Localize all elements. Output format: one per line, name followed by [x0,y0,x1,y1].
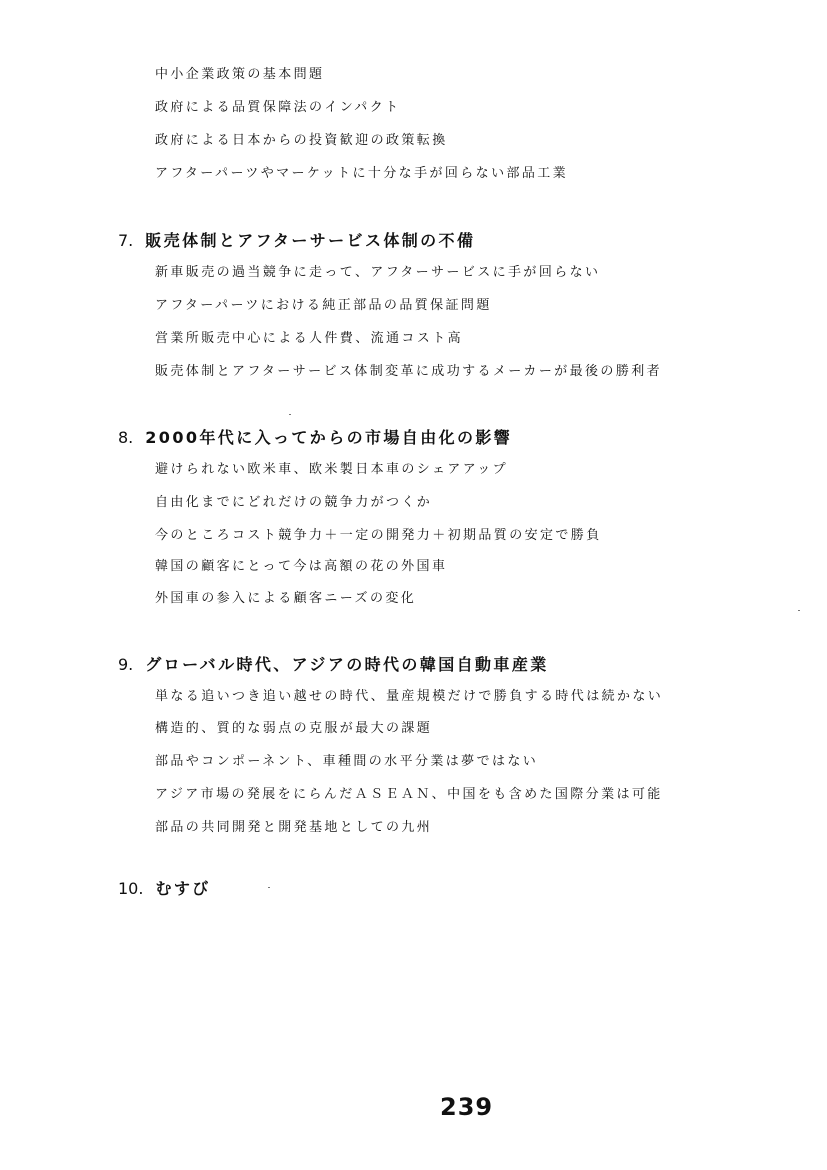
list-item: 新車販売の過当競争に走って、アフターサービスに手が回らない [155,265,601,280]
page-number: 239 [440,1093,494,1121]
list-item: アフターパーツにおける純正部品の品質保証問題 [155,298,492,313]
section-heading-10 [118,879,211,899]
section-heading-8 [118,428,512,448]
list-item: 販売体制とアフターサービス体制変革に成功するメーカーが最後の勝利者 [155,364,663,379]
section-title: 2000年代に入ってからの市場自由化の影響 [145,428,513,447]
scan-speck [268,887,270,888]
list-item: アジア市場の発展をにらんだＡＳＥＡＮ、中国をも含めた国際分業は可能 [155,787,663,802]
section-heading-7 [118,231,475,251]
list-item: 部品の共同開発と開発基地としての九州 [155,820,433,835]
list-item: 今のところコスト競争力＋一定の開発力＋初期品質の安定で勝負 [155,528,602,543]
section-number: 7. [118,231,134,250]
intro-item: 政府による品質保障法のインパクト [155,100,401,115]
section-title: むすび [155,879,211,898]
section-title: 販売体制とアフターサービス体制の不備 [145,231,476,250]
list-item: 単なる追いつき追い越せの時代、量産規模だけで勝負する時代は続かない [155,689,664,704]
list-item: 構造的、質的な弱点の克服が最大の課題 [155,721,433,736]
section-number: 10. [118,879,144,898]
list-item: 自由化までにどれだけの競争力がつくか [155,495,433,510]
intro-item: アフターパーツやマーケットに十分な手が回らない部品工業 [155,166,569,181]
scan-speck [798,610,800,611]
section-number: 8. [118,428,134,447]
list-item: 避けられない欧米車、欧米製日本車のシェアアップ [155,462,509,477]
list-item: 外国車の参入による顧客ニーズの変化 [155,591,417,606]
list-item: 韓国の顧客にとって今は高額の花の外国車 [155,559,448,574]
section-heading-9 [118,655,549,675]
section-number: 9. [118,655,134,674]
section-title: グローバル時代、アジアの時代の韓国自動車産業 [145,655,549,674]
intro-item: 中小企業政策の基本問題 [155,67,325,82]
intro-item: 政府による日本からの投資歓迎の政策転換 [155,133,448,148]
list-item: 部品やコンポーネント、車種間の水平分業は夢ではない [155,754,539,769]
list-item: 営業所販売中心による人件費、流通コスト高 [155,331,464,346]
scan-speck [289,414,291,415]
